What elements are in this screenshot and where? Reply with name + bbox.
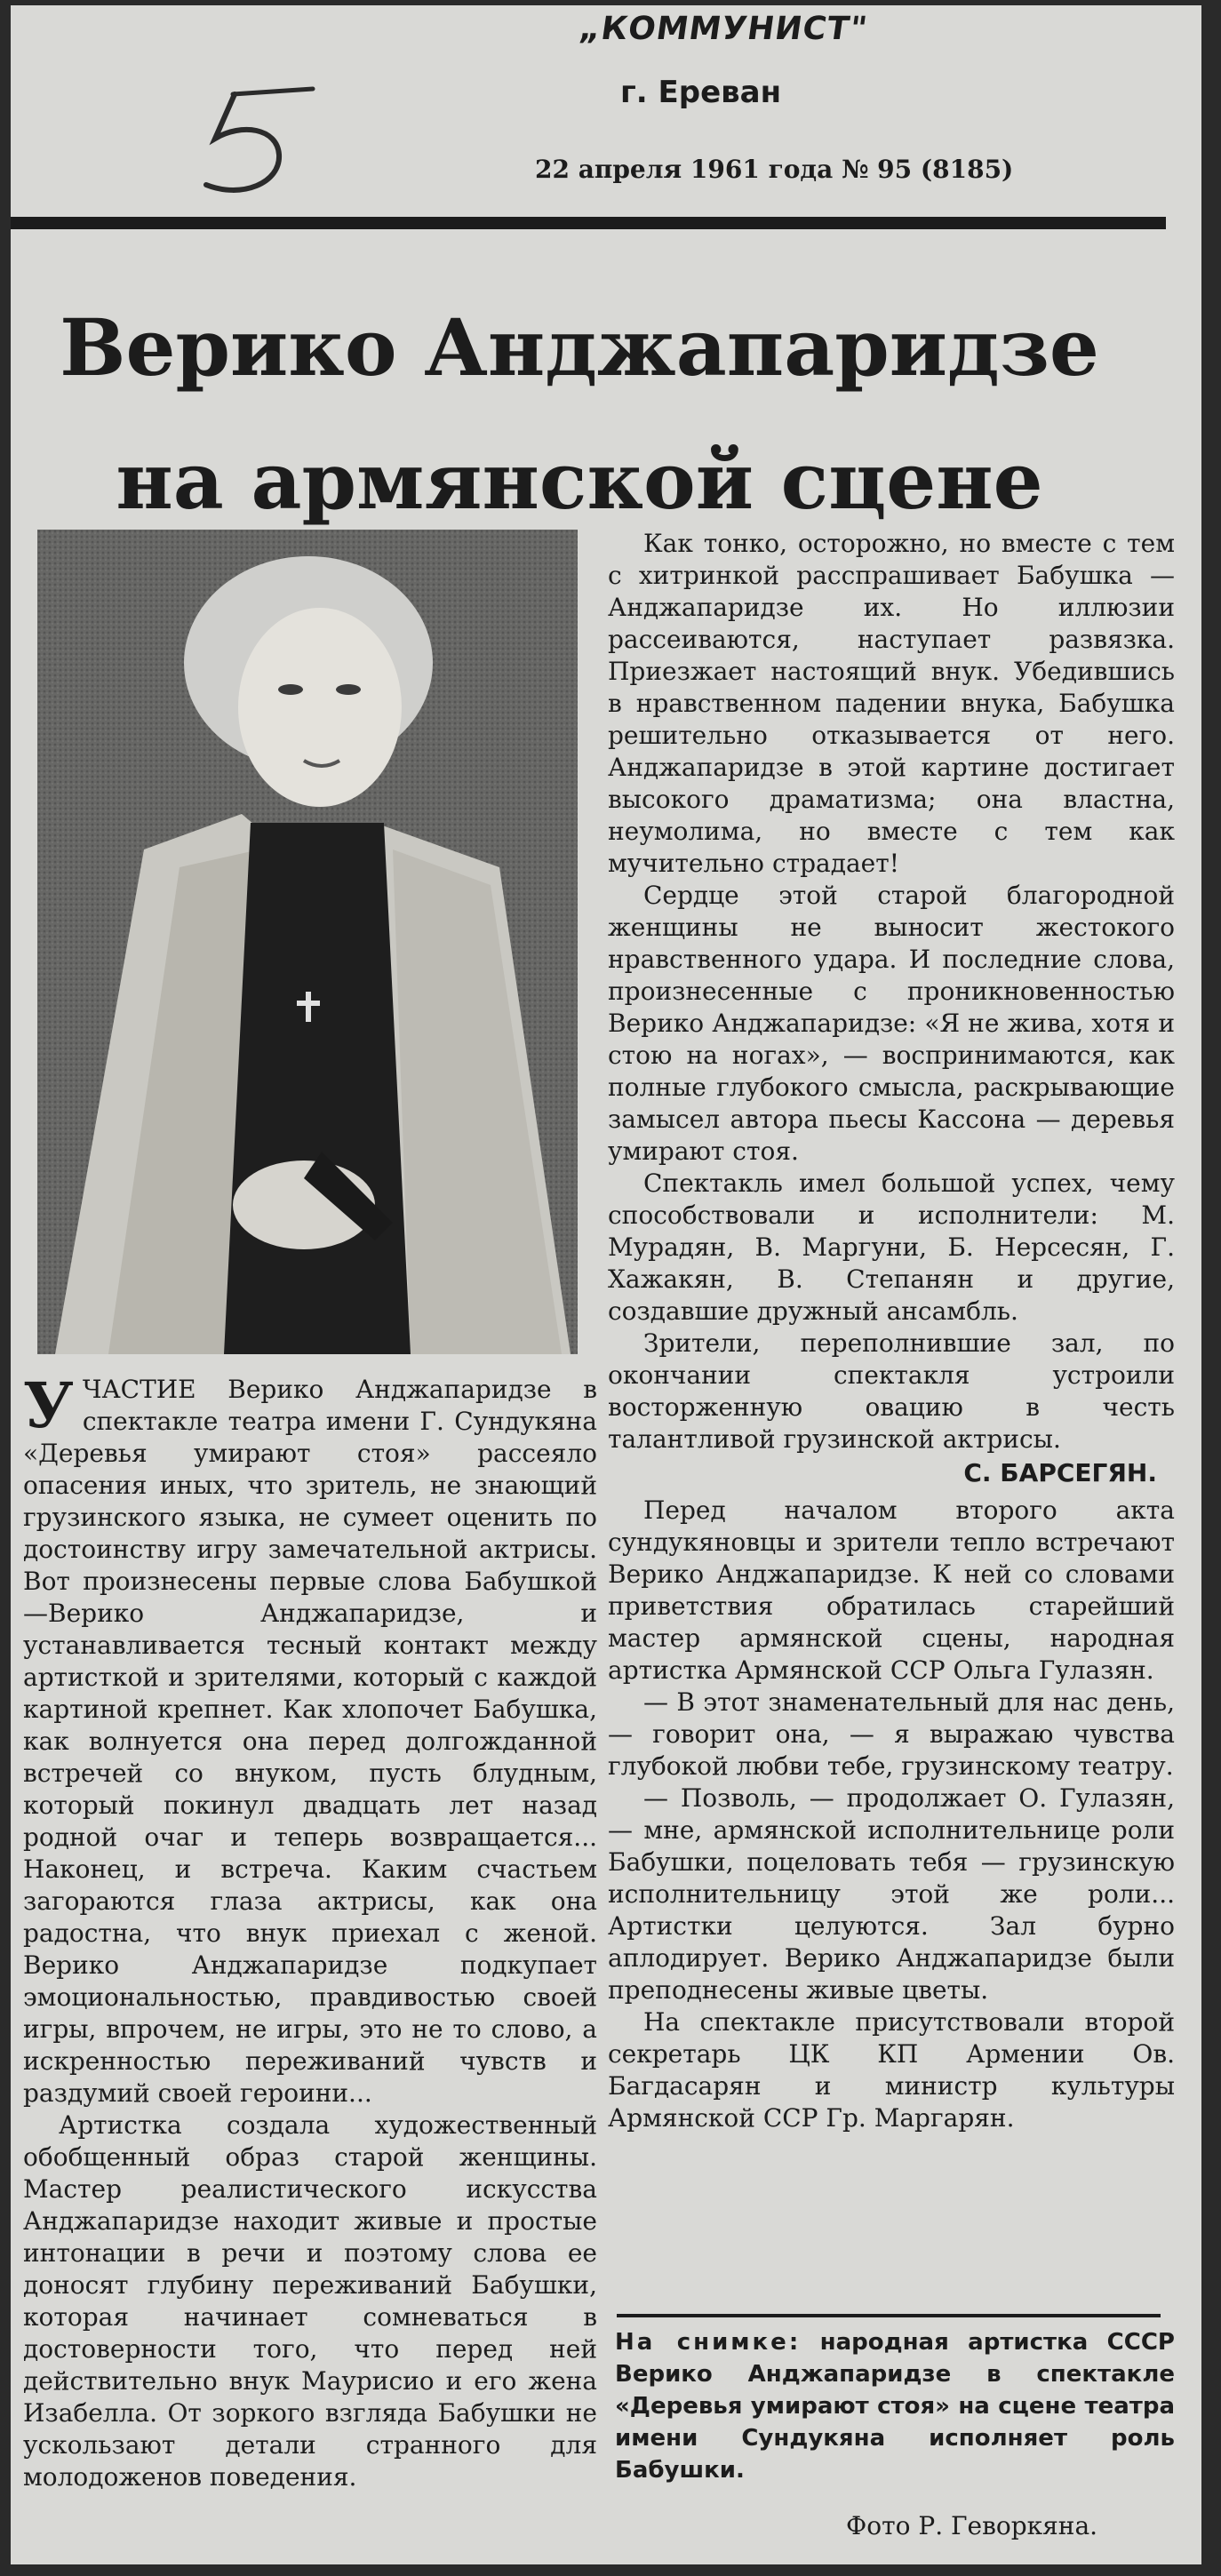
- article-paragraph: — Позволь, — продолжает О. Гулазян, — мне, армянской исполнительнице роли Бабушки, поцеловать тебя — грузинскую исполнительницу этой же роли... Артистки целуются. Зал бурно аплодирует. Верико Анджапаридзе были преподнесены живые цветы.: [608, 1783, 1175, 2005]
- caption-label: На снимке:: [615, 2329, 802, 2356]
- handwritten-five-icon: [180, 68, 322, 210]
- article-paragraph: ЧАСТИЕ Верико Анджапаридзе в спектакле театра имени Г. Сундукяна «Деревья умирают стоя» рассеяло опасения иных, что зритель, не знающий грузинского языка, не сумеет оценить по достоинству игру замечательной актрисы. Вот произнесены первые слова Бабушкой—Верико Анджапаридзе, и устанавливается тесный контакт между артисткой и зрителями, который с каждой картиной крепнет. Как хлопочет Бабушка, как волнуется она перед долгожданной встречей со внуком, пусть блудным, который покинул двадцать лет назад родной очаг и теперь возвращается... Наконец, и встреча. Каким счастьем загораются глаза актрисы, как она радостна, что внук приехал с женой. Верико Анджапаридзе подкупает эмоциональностью, правдивостью своей игры, впрочем, не игры, это не то слово, а искренностью переживаний чувств и раздумий своей героини...: [23, 1375, 597, 2108]
- issue-date-line: 22 апреля 1961 года № 95 (8185): [535, 155, 1014, 184]
- article-right-column: [608, 528, 1175, 2134]
- article-paragraph: Перед началом второго акта сундукяновцы и зрители тепло встречают Верико Анджапаридзе. К ней со словами приветствия обратилась старейший мастер армянской сцены, народная артистка Армянской ССР Ольга Гулазян.: [608, 1495, 1175, 1685]
- headline-line-1: Верико Анджапаридзе: [60, 301, 1099, 394]
- article-paragraph: Сердце этой старой благородной женщины не выносит жестокого нравственного удара. И последние слова, произнесенные с проникновенностью Верико Анджапаридзе: «Я не жива, хотя и стою на ногах», — воспринимаются, как полные глубокого смысла, раскрывающие замысел автора пьесы Кассона — деревья умирают стоя.: [608, 881, 1175, 1166]
- caption-divider: [617, 2314, 1161, 2317]
- newspaper-clipping: [11, 5, 1201, 2564]
- article-paragraph: Спектакль имел большой успех, чему способствовали и исполнители: М. Мурадян, В. Маргуни, Б. Нерсесян, Г. Хажакян, В. Степанян и другие, создавшие дружный ансамбль.: [608, 1168, 1175, 1326]
- actress-photo-icon: [37, 530, 578, 1354]
- article-left-column: [23, 1368, 597, 2493]
- photo-caption: [615, 2326, 1175, 2486]
- article-paragraph: Артистка создала художественный обобщенный образ старой женщины. Мастер реалистического искусства Анджапаридзе находит живые и простые интонации в речи и поэтому слова ее доносят глубину переживаний Бабушки, которая начинает сомневаться в достоверности того, что перед ней действительно внук Маурисио и его жена Изабелла. От зоркого взгляда Бабушки не ускользают детали странного для молодоженов поведения.: [23, 2110, 597, 2492]
- headline: [28, 281, 1130, 547]
- caption-text: народная артистка СССР Верико Анджапаридзе в спектакле «Деревья умирают стоя» на сцене театра имени Сундукяна исполняет роль Бабушки.: [615, 2329, 1175, 2484]
- article-paragraph: На спектакле присутствовали второй секретарь ЦК КП Армении Ов. Багдасарян и министр культуры Армянской ССР Гр. Маргарян.: [608, 2007, 1175, 2133]
- headline-line-2: на армянской сцене: [116, 435, 1043, 527]
- author-signature: С. БАРСЕГЯН.: [963, 1458, 1157, 1487]
- article-paragraph: Как тонко, осторожно, но вместе с тем с хитринкой расспрашивает Бабушка — Анджапаридзе их. Но иллюзии рассеиваются, наступает развязка. Приезжает настоящий внук. Убедившись в нравственном падении внука, Бабушка решительно отказывается от него. Анджапаридзе в этой картине достигает высокого драматизма; она властна, неумолима, но вместе с тем как мучительно страдает!: [608, 529, 1175, 878]
- drop-cap: У: [23, 1368, 74, 1442]
- handwritten-number: [180, 68, 322, 210]
- article-paragraph: — В этот знаменательный для нас день, — говорит она, — я выражаю чувства глубокой любви тебе, грузинскому театру.: [608, 1687, 1175, 1781]
- actress-photo: [37, 530, 578, 1354]
- photo-credit: Фото Р. Геворкяна.: [846, 2511, 1098, 2540]
- newspaper-city: г. Ереван: [620, 75, 782, 110]
- newspaper-name: „КОММУНИСТ": [577, 11, 870, 47]
- article-paragraph: Зрители, переполнившие зал, по окончании спектакля устроили восторженную овацию в честь талантливой грузинской актрисы.: [608, 1328, 1175, 1454]
- masthead-rule: [11, 217, 1166, 229]
